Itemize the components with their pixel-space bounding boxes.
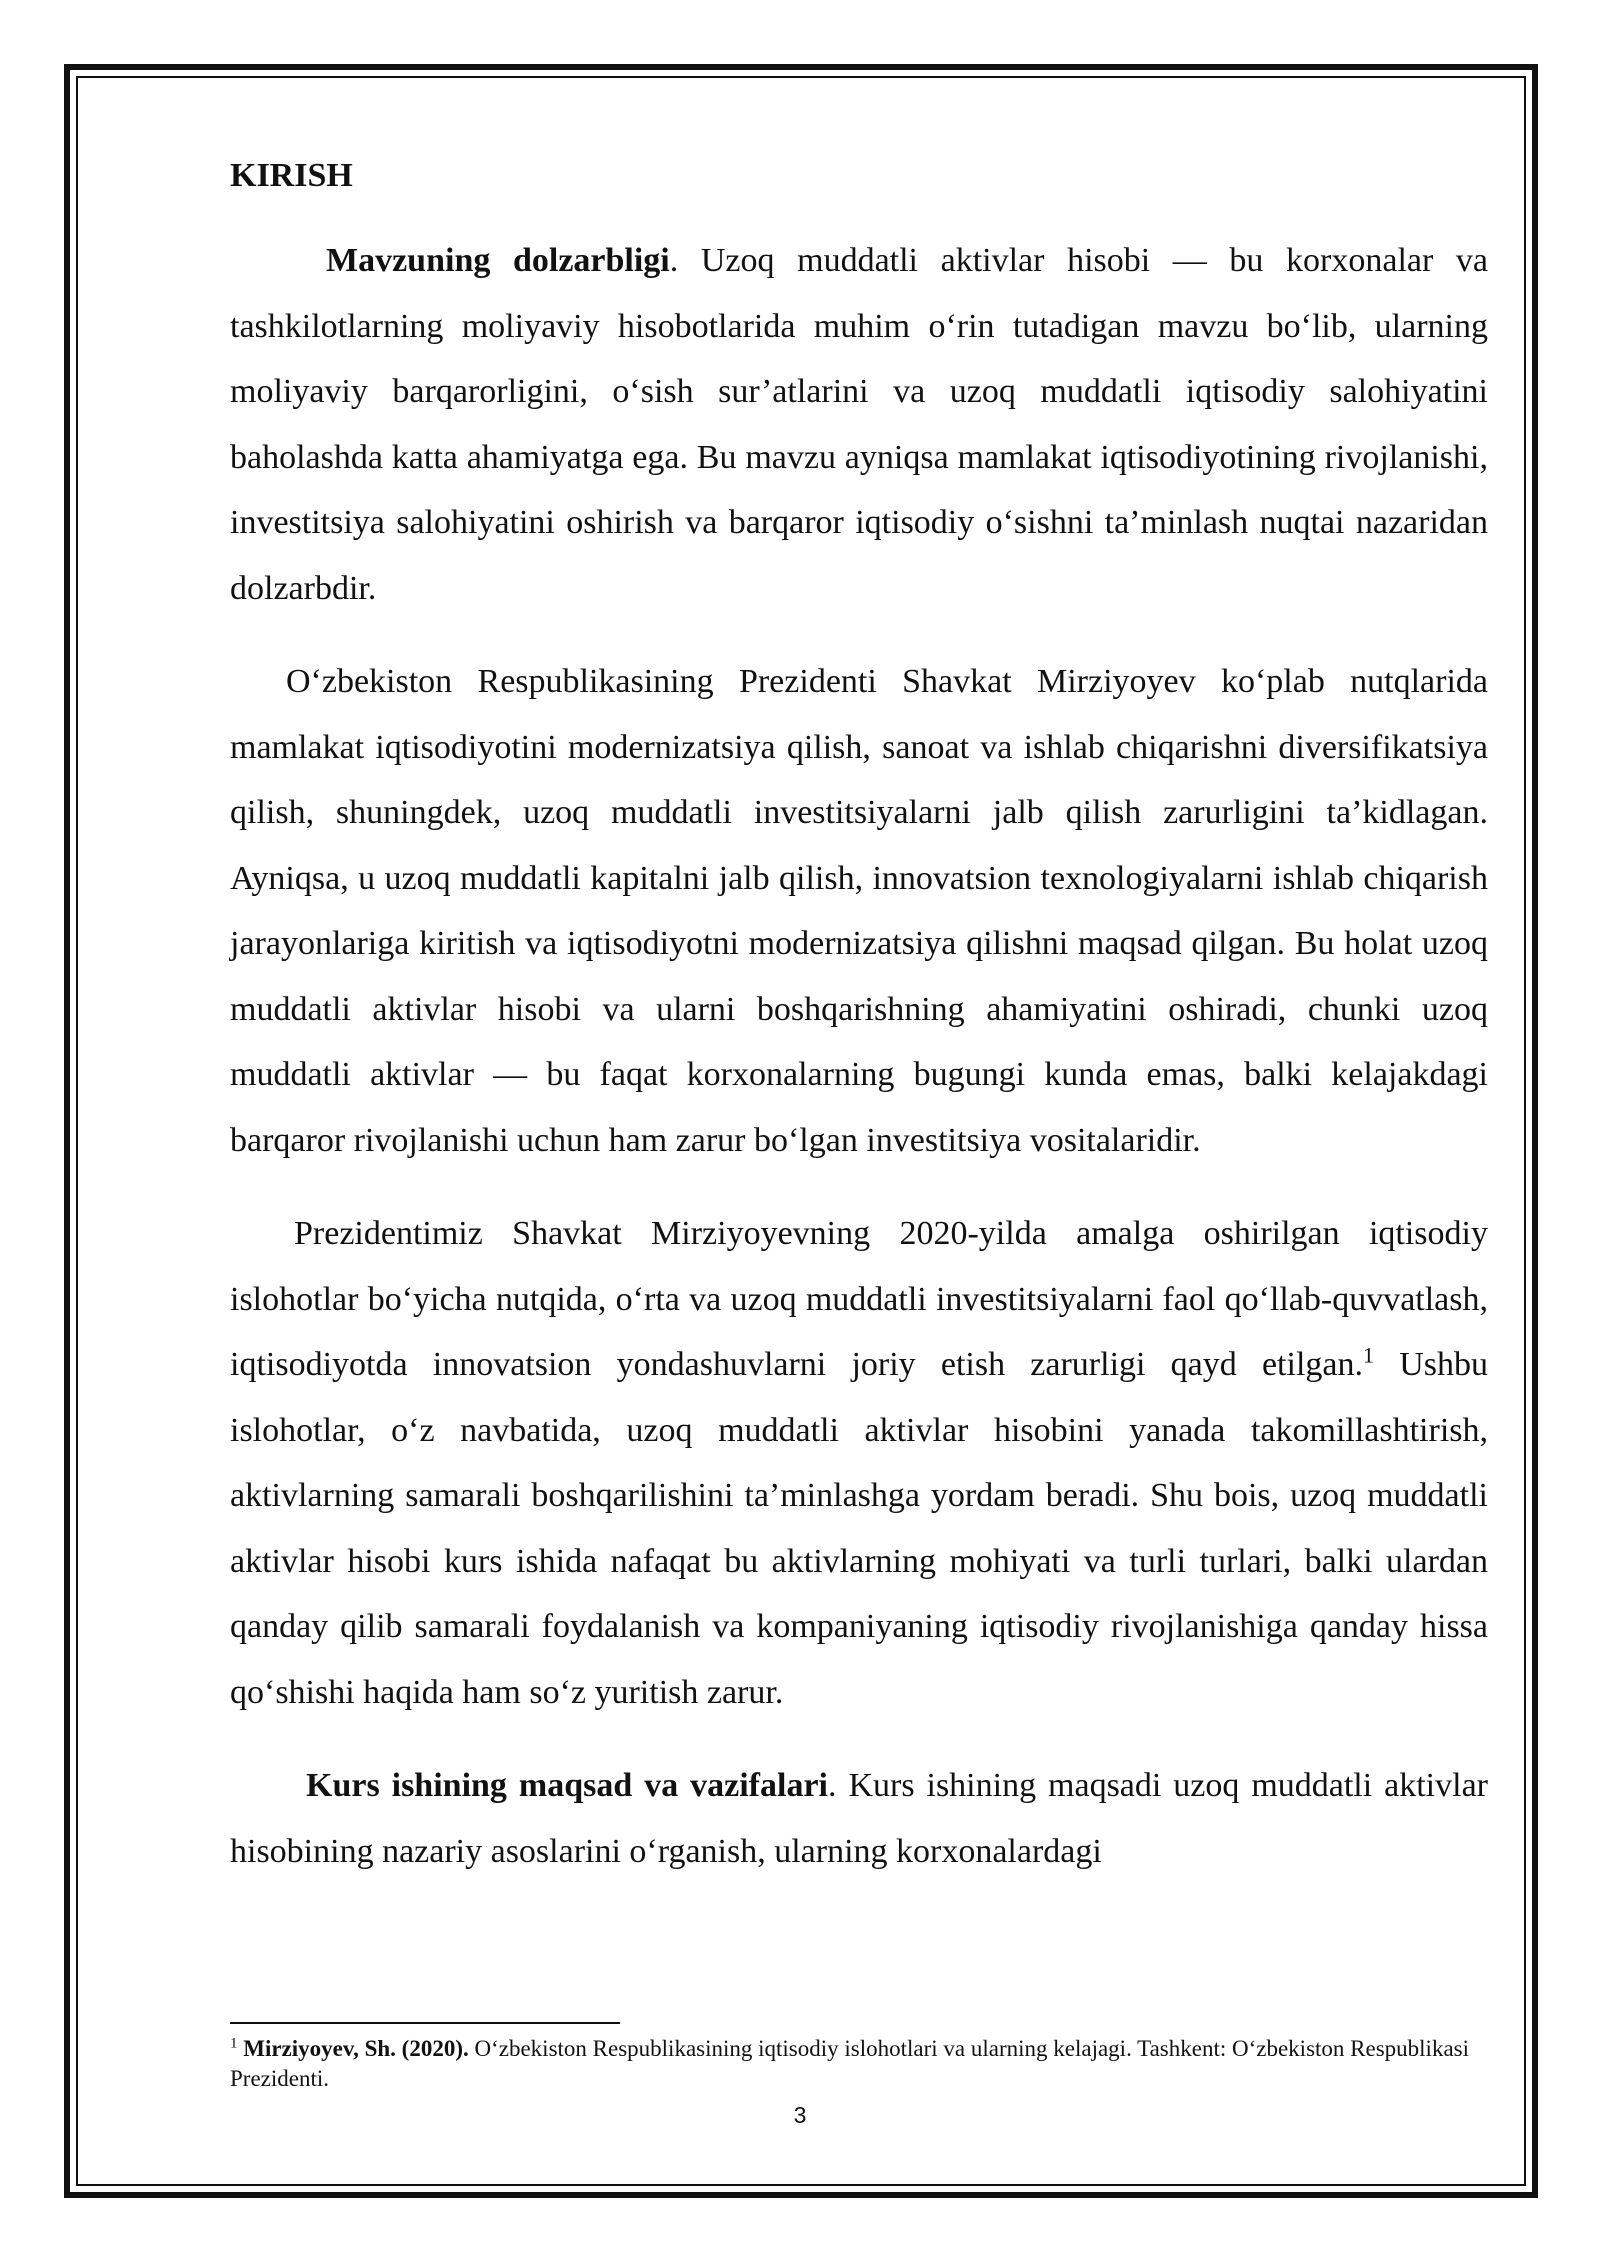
president-speeches-text: O‘zbekiston Respublikasining Prezidenti Shavkat Mirziyoyev ko‘plab nutqlarida mamlakat iqtisodiyotini modernizatsiya qilish, sanoat va ishlab chiqarishni diversifikatsiya qilish, shuningdek, uzoq muddatli investitsiyalarni jalb qilish zarurligini ta’kidlagan. Ayniqsa, u uzoq muddatli kapitalni jalb qilish, innovatsion texnologiyalarni ishlab chiqarish jarayonlariga kiritish va iqtisodiyotni modernizatsiya qilishni maqsad qilgan. Bu holat uzoq muddatli aktivlar hisobi va ularni boshqarishning ahamiyatini oshiradi, chunki uzoq muddatli aktivlar — bu faqat korxonalarning bugungi kunda emas, balki kelajakdagi barqaror rivojlanishi uchun ham zarur bo‘lgan investitsiya vositalaridir. (230, 663, 1488, 1159)
footnote-reference[interactable]: 1 (1362, 1342, 1374, 1368)
paragraph-president-speeches (230, 649, 1488, 1173)
goals-text: . Kurs ishining maqsadi uzoq muddatli aktivlar hisobining nazariy asoslarini o‘rganish, ularning korxonalardagi (230, 1767, 1488, 1870)
paragraph-reforms-2020 (230, 1201, 1488, 1725)
reforms-text-before: Prezidentimiz Shavkat Mirziyoyevning 2020-yilda amalga oshirilgan iqtisodiy islohotlar bo‘yicha nutqida, o‘rta va uzoq muddatli investitsiyalarni faol qo‘llab-quvvatlash, iqtisodiyotda innovatsion yondashuvlarni joriy etish zarurligi qayd etilgan. (230, 1215, 1488, 1383)
footnote-separator (230, 2022, 620, 2024)
page-number: 3 (793, 2102, 807, 2128)
paragraph-relevance (230, 228, 1488, 621)
paragraph-goals (230, 1753, 1488, 1884)
footnote (230, 2034, 1488, 2094)
reforms-text-after: Ushbu islohotlar, o‘z navbatida, uzoq muddatli aktivlar hisobini yanada takomillashtirish, aktivlarning samarali boshqarilishini ta’minlashga yordam beradi. Shu bois, uzoq muddatli aktivlar hisobi kurs ishida nafaqat bu aktivlarning mohiyati va turli turlari, balki ulardan qanday qilib samarali foydalanish va kompaniyaning iqtisodiy rivojlanishiga qanday hissa qo‘shishi haqida ham so‘z yuritish zarur. (230, 1346, 1488, 1711)
goals-lead: Kurs ishining maqsad va vazifalari (306, 1767, 828, 1804)
footnote-text: O‘zbekiston Respublikasining iqtisodiy islohotlari va ularning kelajagi. Tashkent: O‘zbekiston Respublikasi Prezidenti. (230, 2036, 1469, 2091)
section-heading: KIRISH (230, 157, 353, 194)
relevance-text: . Uzoq muddatli aktivlar hisobi — bu korxonalar va tashkilotlarning moliyaviy hisobotlarida muhim o‘rin tutadigan mavzu bo‘lib, ularning moliyaviy barqarorligini, o‘sish sur’atlarini va uzoq muddatli iqtisodiy salohiyatini baholashda katta ahamiyatga ega. Bu mavzu ayniqsa mamlakat iqtisodiyotining rivojlanishi, investitsiya salohiyatini oshirish va barqaror iqtisodiy o‘sishni ta’minlash nuqtai nazaridan dolzarbdir. (230, 242, 1489, 607)
footnote-author: Mirziyoyev, Sh. (2020). (243, 2036, 469, 2061)
page-content (230, 150, 1488, 1912)
footnote-number: 1 (230, 2035, 238, 2052)
relevance-lead: Mavzuning dolzarbligi (326, 242, 670, 279)
